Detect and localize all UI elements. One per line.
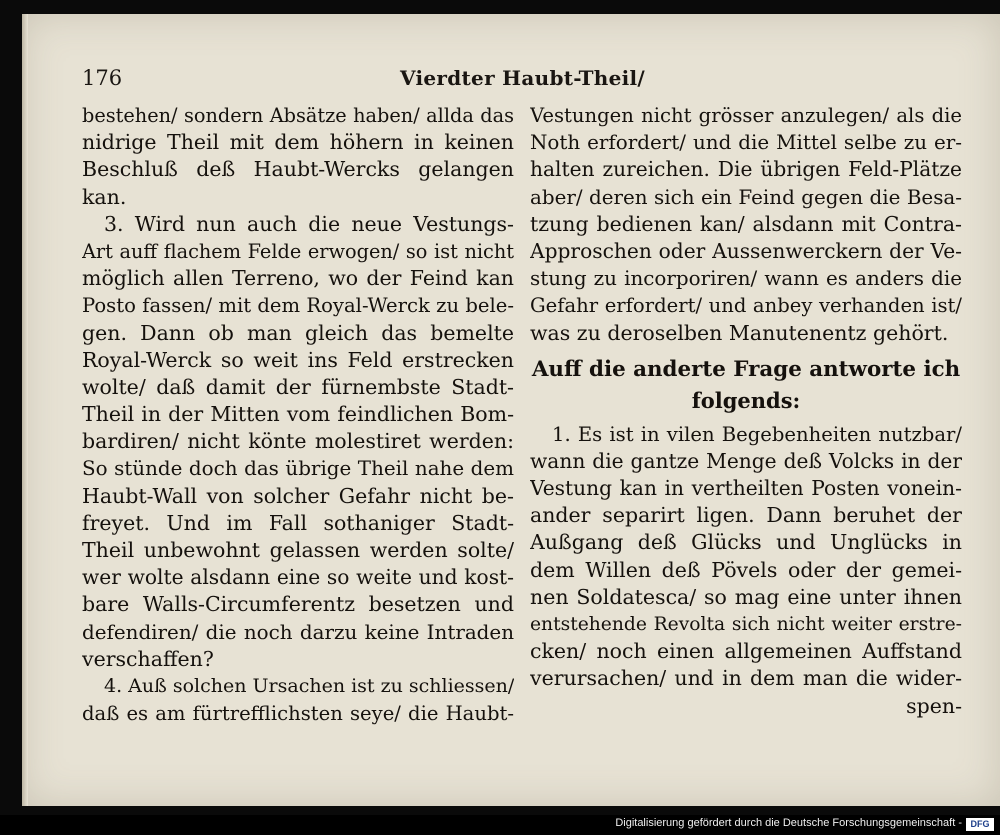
running-head: [82, 66, 982, 96]
text-line: wer wolte alsdann eine so weite und kost-: [82, 565, 514, 590]
paragraph-start-line: 4. Auß solchen Ursachen ist zu schliessen/: [104, 674, 514, 697]
text-line: wann die gantze Menge deß Volcks in der: [530, 448, 962, 473]
text-line: Approschen oder Aussenwerckern der Ve-: [530, 238, 962, 263]
text-line: verschaffen?: [82, 646, 214, 671]
right-column: [530, 102, 962, 720]
left-column: [82, 102, 514, 727]
text-line: stung zu incorporiren/ wann es anders die: [530, 267, 962, 291]
catchword: spen-: [906, 693, 962, 718]
text-line: ander separirt ligen. Dann beruhet der: [530, 503, 962, 528]
text-line: Vestung kan in vertheilten Posten vonein-: [530, 476, 962, 501]
text-line: bare Walls-Circumferentz besetzen und: [82, 592, 514, 617]
text-line: verursachen/ und in dem man die wider-: [530, 666, 962, 691]
text-line: Posto fassen/ mit dem Royal-Werck zu bele-: [82, 294, 514, 318]
text-line: bardiren/ nicht könte molestiret werden:: [82, 429, 514, 454]
text-line: Theil unbewohnt gelassen werden solte/: [82, 538, 514, 562]
paragraph-start-line: 3. Wird nun auch die neue Vestungs-: [104, 211, 514, 236]
text-line: entstehende Revolta sich nicht weiter erstre-: [530, 614, 962, 635]
text-line: Gefahr erfordert/ und anbey verhanden ist/: [530, 294, 962, 318]
section-heading: Auff die anderte Frage antworte ich: [531, 356, 961, 382]
text-line: kan.: [82, 184, 127, 209]
text-line: möglich allen Terreno, wo der Feind kan: [82, 266, 514, 291]
text-line: So stünde doch das übrige Theil nahe dem: [82, 457, 514, 481]
text-line: Royal-Werck so weit ins Feld erstrecken: [82, 347, 514, 372]
text-line: was zu deroselben Manutenentz gehört.: [530, 320, 949, 345]
text-line: Vestungen nicht grösser anzulegen/ als die: [530, 104, 962, 127]
text-line: gen. Dann ob man gleich das bemelte: [82, 320, 514, 345]
text-line: Außgang deß Glücks und Unglücks in: [530, 530, 962, 555]
text-line: daß es am fürtrefflichsten seye/ die Haubt-: [82, 702, 514, 726]
text-line: dem Willen deß Pövels oder der gemei-: [530, 557, 962, 582]
text-line: wolte/ daß damit der fürnembste Stadt-: [82, 374, 514, 399]
text-line: Theil in der Mitten vom feindlichen Bom-: [82, 402, 514, 427]
text-line: tzung bedienen kan/ alsdann mit Contra-: [530, 211, 962, 236]
page-gutter-shadow: [22, 14, 28, 806]
text-line: cken/ noch einen allgemeinen Auffstand: [530, 639, 962, 664]
footer-bar: [0, 815, 1000, 835]
paragraph-start-line: 1. Es ist in vilen Begebenheiten nutzbar/: [552, 422, 962, 446]
text-line: Beschluß deß Haubt-Wercks gelangen: [82, 157, 514, 182]
text-line: bestehen/ sondern Absätze haben/ allda das: [82, 104, 514, 127]
text-line: freyet. Und im Fall sothaniger Stadt-: [82, 510, 514, 535]
section-heading-continuation: folgends:: [691, 387, 801, 413]
funding-credit: Digitalisierung gefördert durch die Deutsche Forschungsgemeinschaft -: [615, 817, 962, 829]
text-line: Art auff flachem Felde erwogen/ so ist nicht: [82, 239, 514, 263]
page-number: 176: [82, 66, 123, 90]
text-line: halten zureichen. Die übrigen Feld-Plätze: [530, 157, 962, 182]
dfg-logo-icon: DFG: [966, 818, 994, 831]
text-line: Haubt-Wall von solcher Gefahr nicht be-: [82, 483, 514, 508]
text-line: nen Soldatesca/ so mag eine unter ihnen: [530, 584, 962, 609]
text-line: Noth erfordert/ und die Mittel selbe zu er-: [530, 131, 962, 155]
text-line: aber/ deren sich ein Feind gegen die Besa-: [530, 185, 962, 209]
text-line: nidrige Theil mit dem höhern in keinen: [82, 130, 514, 155]
running-title: Vierdter Haubt-Theil/: [400, 66, 646, 90]
text-line: defendiren/ die noch darzu keine Intraden: [82, 620, 514, 644]
